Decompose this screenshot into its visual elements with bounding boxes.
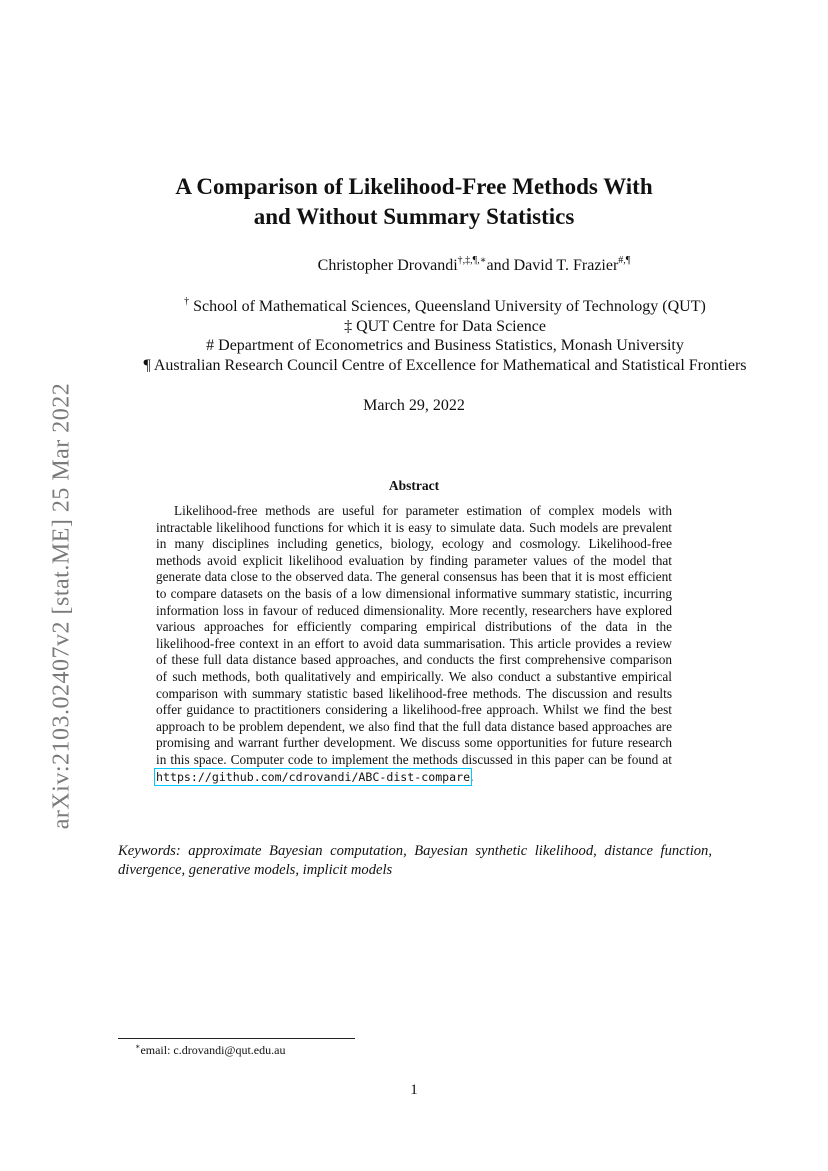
affiliation-mark: ‡ [344, 317, 353, 335]
paper-title [100, 172, 728, 232]
affiliation-mark: ¶ [143, 356, 151, 374]
affiliation-mark: † [184, 296, 190, 307]
affiliation-1 [60, 297, 828, 317]
title-line-2: and Without Summary Statistics [253, 204, 575, 229]
abstract-body [156, 503, 672, 785]
code-repository-link[interactable]: https://github.com/cdrovandi/ABC-dist-compare [156, 769, 471, 784]
affiliation-text: QUT Centre for Data Science [356, 317, 546, 335]
footnote-mark: ∗ [135, 1042, 141, 1051]
keywords-label: Keywords: [118, 843, 181, 859]
affiliation-mark: # [206, 337, 215, 354]
affiliation-text: Australian Research Council Centre of Excellence for Mathematical and Statistical Frontiers [153, 356, 747, 374]
affiliation-4 [60, 356, 828, 376]
keywords-text: approximate Bayesian computation, Bayesian synthetic likelihood, distance function, divergence, generative models, implicit models [118, 843, 712, 878]
author-name-1: Christopher Drovandi [317, 257, 458, 274]
title-line-1: A Comparison of Likelihood-Free Methods With [175, 174, 653, 199]
footnote-divider [118, 1038, 355, 1039]
abstract-heading: Abstract [388, 478, 440, 493]
abstract-text: Likelihood-free methods are useful for parameter estimation of complex models with intractable likelihood functions for which it is easy to simulate data. Such models are prevalent in many disciplines including genetics, biology, ecology and cosmology. Likelihood-free methods avoid explicit likelihood evaluation by finding parameter values of the model that generate data close to the observed data. The general consensus has been that it is most efficient to compare datasets on the basis of a low dimensional informative summary statistic, incurring information loss in favour of reduced dimensionality. More recently, researchers have explored various approaches for efficiently comparing empirical distributions of the data in the likelihood-free context in an effort to avoid data summarisation. This article provides a review of these full data distance based approaches, and conducts the first comprehensive comparison of such methods, both qualitatively and empirically. We also conduct a substantive empirical comparison with summary statistic based likelihood-free methods. The discussion and results offer guidance to practitioners considering a likelihood-free approach. Whilst we find the best approach to be problem dependent, we also find that the full data distance based approaches are promising and warrant further development. We discuss some opportunities for future research in this space. Computer code to implement the methods discussed in this paper can be found at [156, 503, 672, 767]
keywords [118, 842, 712, 880]
page-number: 1 [410, 1082, 418, 1098]
footnote [135, 1043, 285, 1058]
author-1-marks: †,‡,¶,∗ [457, 255, 487, 266]
author-list [200, 257, 748, 275]
affiliations [60, 297, 828, 375]
abstract-end-punctuation: . [470, 768, 474, 784]
author-2-marks: #,¶ [618, 255, 631, 266]
footnote-text: email: c.drovandi@qut.edu.au [140, 1043, 286, 1057]
affiliation-text: Department of Econometrics and Business Statistics, Monash University [218, 337, 684, 354]
arxiv-identifier-text: arXiv:2103.02407v2 [stat.ME] 25 Mar 2022 [48, 382, 75, 830]
author-connector: and David T. Frazier [486, 257, 619, 274]
affiliation-text: School of Mathematical Sciences, Queensland University of Technology (QUT) [193, 298, 706, 315]
affiliation-2 [60, 317, 828, 337]
affiliation-3 [60, 336, 828, 356]
publication-date: March 29, 2022 [363, 397, 465, 414]
